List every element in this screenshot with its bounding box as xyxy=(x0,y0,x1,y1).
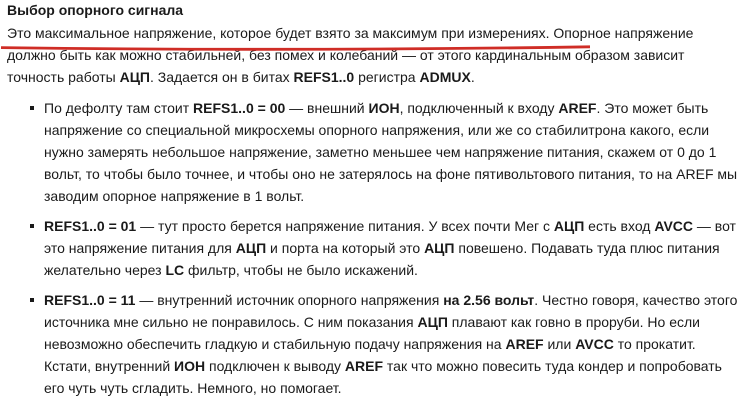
bullet-square-icon xyxy=(30,224,34,228)
bullet-square-icon xyxy=(30,298,34,302)
list-item xyxy=(44,289,741,399)
list-item xyxy=(44,215,741,281)
list-item-text: По дефолту там стоит REFS1..0 = 00 — внешний ИОН, подключенный к входу AREF. Это может быть напряжение со специальной микросхемы опорного напряжения, или же со стабилитрона какого, если нужно замерять небольшое напряжение, заметно меньшее чем напряжение питания, скажем от 0 до 1 вольт, то чтобы было точнее, и чтобы оно не затерялось на фоне пятивольтового питания, то на AREF мы заводим опорное напряжение в 1 вольт. xyxy=(44,100,738,204)
bullet-square-icon xyxy=(30,106,34,110)
intro-paragraph: Это максимальное напряжение, которое будет взято за максимум при измерениях. Опорное напряжение должно быть как можно стабильней, без помех и колебаний — от этого кардинальным образом зависит точность работы АЦП. Задается он в битах REFS1..0 регистра ADMUX. xyxy=(7,25,694,85)
underlined-sentence: Это максимальное напряжение, которое будет взято за максимум при измерениях. xyxy=(7,25,550,41)
list-item-text: REFS1..0 = 01 — тут просто берется напряжение питания. У всех почти Мег с АЦП есть вход AVCC — вот это напряжение питания для АЦП и порта на который это АЦП повешено. Подавать туда плюс питания желательно через LC фильтр, чтобы не было искажений. xyxy=(44,218,736,278)
refs-options-list xyxy=(7,97,741,399)
list-item xyxy=(44,97,741,207)
page-title: Выбор опорного сигнала xyxy=(7,2,184,18)
list-item-text: REFS1..0 = 11 — внутренний источник опорного напряжения на 2.56 вольт. Честно говоря, качество этого источника мне сильно не понравилось. С ним показания АЦП плавают как говно в проруби. Но если невозможно обеспечить гладкую и стабильную подачу напряжения на AREF или AVCC то прокатит. Кстати, внутренний ИОН подключен к выводу AREF так что можно повесить туда кондер и попробовать его чуть чуть сгладить. Немного, но помогает. xyxy=(44,292,738,396)
